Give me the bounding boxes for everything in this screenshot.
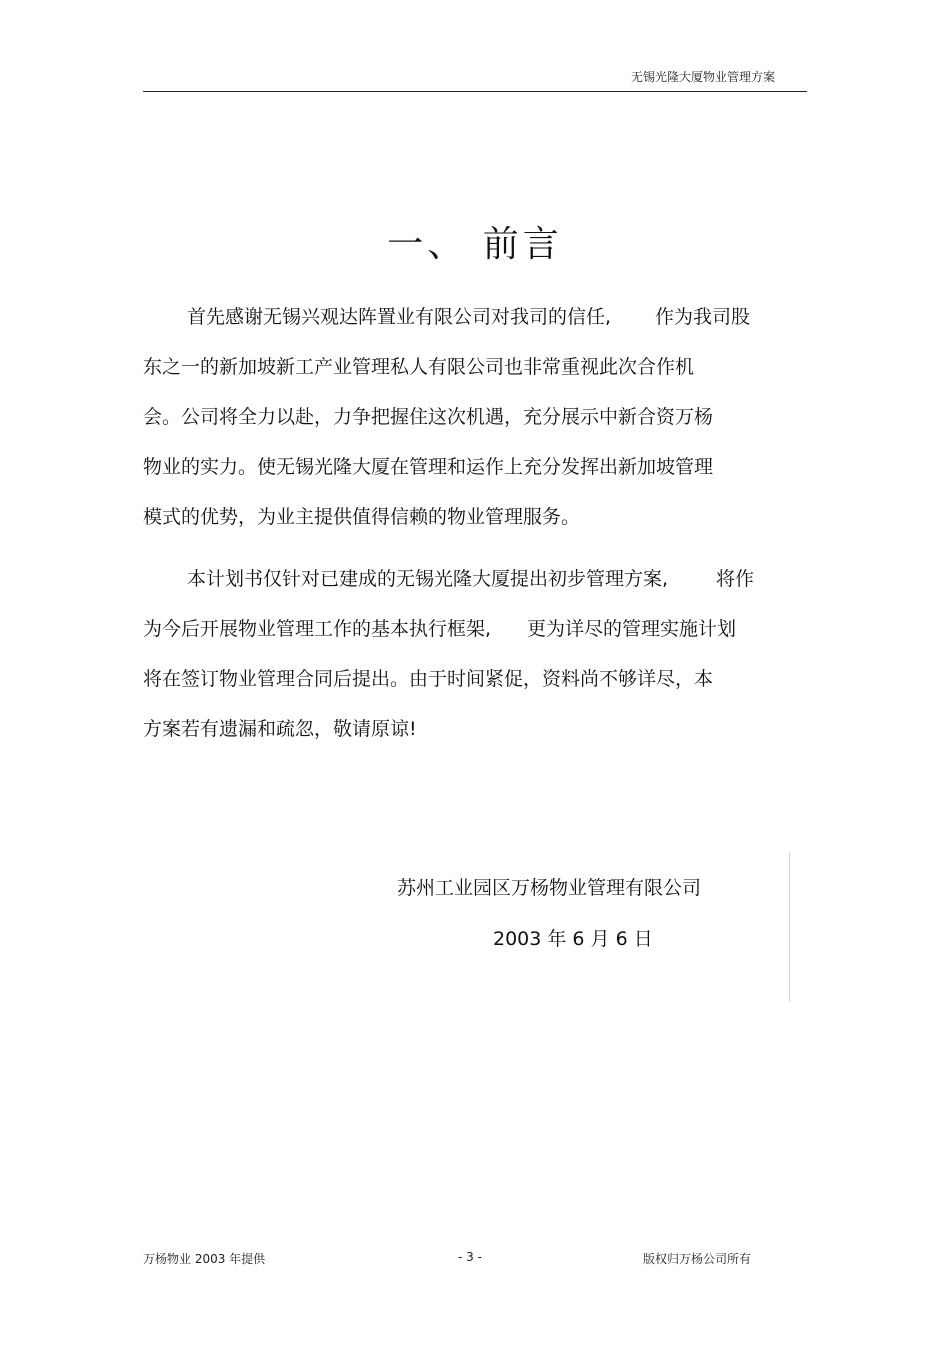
paragraph-1-line-1 — [187, 302, 750, 329]
paragraph-1-line-5: 模式的优势，为业主提供值得信赖的物业管理服务。 — [143, 506, 581, 528]
paragraph-2-line-3: 将在签订物业管理合同后提出。由于时间紧促，资料尚不够详尽，本 — [143, 668, 714, 690]
paragraph-1-line-2: 东之一的新加坡新工产业管理私人有限公司也非常重视此次合作机 — [143, 356, 695, 378]
paragraph-2-line-1-part-a: 本计划书仅针对已建成的无锡光隆大厦提出初步管理方案, — [187, 568, 669, 590]
margin-rule — [789, 852, 790, 1002]
footer-left-text: 万杨物业 2003 年提供 — [143, 1252, 266, 1266]
header-document-title: 无锡光隆大厦物业管理方案 — [630, 70, 775, 84]
paragraph-2-line-2 — [143, 614, 736, 641]
header-divider — [143, 91, 807, 92]
paragraph-2-line-2-part-a: 为今后开展物业管理工作的基本执行框架, — [143, 618, 492, 640]
section-title: 一、 前言 — [387, 224, 563, 265]
footer-page-number: - 3 - — [458, 1250, 482, 1264]
paragraph-1-line-1-part-b: 作为我司股 — [655, 306, 751, 328]
paragraph-1-line-4: 物业的实力。使无锡光隆大厦在管理和运作上充分发挥出新加坡管理 — [143, 456, 714, 478]
paragraph-2-line-1 — [187, 564, 754, 591]
signature-company: 苏州工业园区万杨物业管理有限公司 — [397, 877, 702, 899]
paragraph-1-line-3: 会。公司将全力以赴，力争把握住这次机遇，充分展示中新合资万杨 — [143, 406, 714, 428]
paragraph-1-line-1-part-a: 首先感谢无锡兴观达阵置业有限公司对我司的信任, — [187, 306, 612, 328]
paragraph-2-line-4: 方案若有遗漏和疏忽，敬请原谅! — [143, 718, 417, 740]
paragraph-2-line-1-part-b: 将作 — [716, 568, 755, 590]
footer-copyright: 版权归万杨公司所有 — [643, 1252, 752, 1266]
paragraph-2-line-2-part-b: 更为详尽的管理实施计划 — [527, 618, 737, 640]
signature-date: 2003 年 6 月 6 日 — [493, 928, 653, 950]
